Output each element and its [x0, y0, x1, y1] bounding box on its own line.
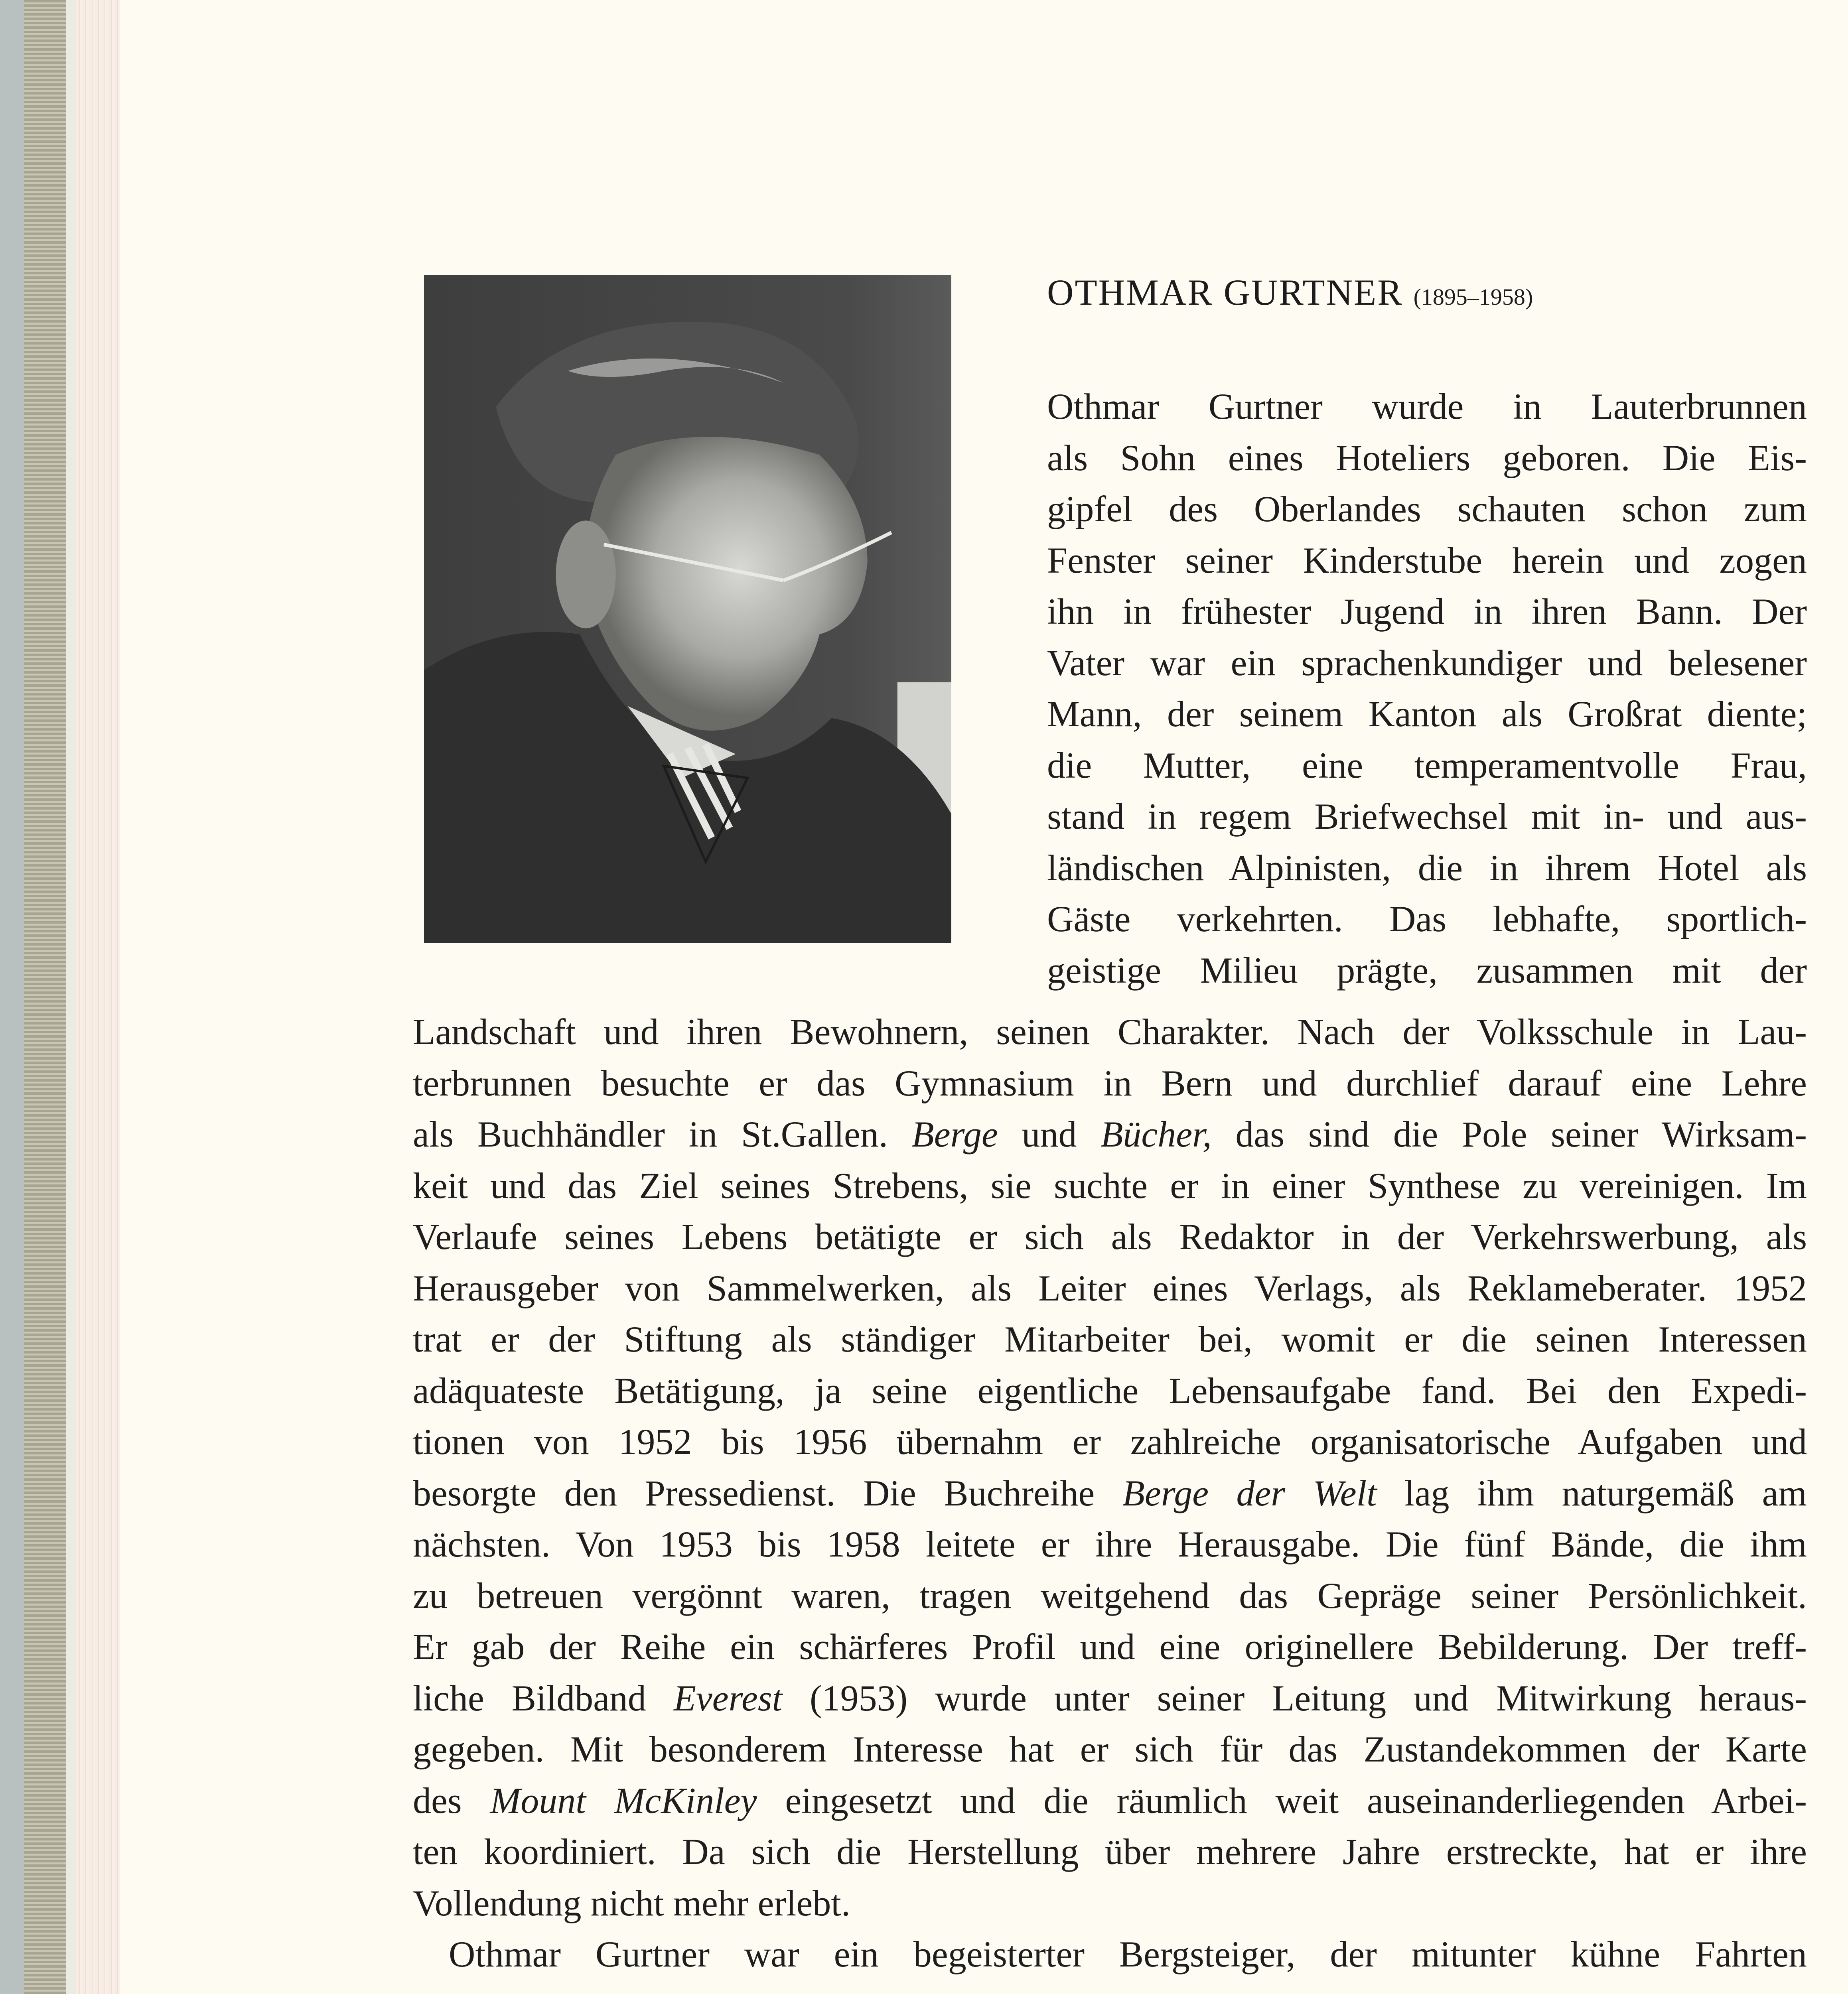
- text-run: liche Bildband: [413, 1677, 674, 1718]
- text-line: [413, 1058, 1807, 1109]
- text-run: Er gab der Reihe ein schärferes Profil und eine originellere Bebilderung. Der treff-: [413, 1626, 1807, 1667]
- text-line: als Sohn eines Hoteliers geboren. Die Eis-: [1047, 437, 1807, 478]
- text-line: stand in regem Briefwechsel mit in- und aus-: [1047, 796, 1807, 837]
- text-run: Vollendung nicht mehr erlebt.: [413, 1882, 850, 1923]
- portrait-photo: [424, 275, 951, 943]
- text-line: [413, 1878, 1807, 1929]
- text-line: die Mutter, eine temperamentvolle Frau,: [1047, 745, 1807, 786]
- text-line: [413, 1775, 1807, 1827]
- text-line: [413, 1160, 1807, 1212]
- text-run: keit und das Ziel seines Strebens, sie suchte er in einer Synthese zu vereinigen. Im: [413, 1165, 1807, 1206]
- text-run: ten koordiniert. Da sich die Herstellung über mehrere Jahre erstreckte, hat er ihre: [413, 1831, 1807, 1872]
- text-run: Landschaft und ihren Bewohnern, seinen Charakter. Nach der Volksschule in Lau-: [413, 1011, 1807, 1052]
- text-line: [413, 1724, 1807, 1775]
- text-run: terbrunnen besuchte er das Gymnasium in Bern und durchlief darauf eine Lehre: [413, 1062, 1807, 1103]
- text-run: tionen von 1952 bis 1956 übernahm er zahlreiche organisatorische Aufgaben und: [413, 1421, 1807, 1462]
- text-line: [413, 1006, 1807, 1058]
- text-line: Mann, der seinem Kanton als Großrat diente;: [1047, 694, 1807, 734]
- text-run: nächsten. Von 1953 bis 1958 leitete er ihre Herausgabe. Die fünf Bände, die ihm: [413, 1524, 1807, 1564]
- text-run: Verlaufe seines Lebens betätigte er sich als Redaktor in der Verkehrswerbung, als: [413, 1216, 1807, 1257]
- text-line: [413, 1468, 1807, 1519]
- text-line: [413, 1673, 1807, 1724]
- text-line: Vater war ein sprachenkundiger und belesener: [1047, 642, 1807, 683]
- text-line: [413, 1621, 1807, 1673]
- text-line: gipfel des Oberlandes schauten schon zum: [1047, 489, 1807, 529]
- text-run: des: [413, 1780, 490, 1821]
- portrait-image: [424, 275, 951, 943]
- body-text: [413, 1006, 1807, 1980]
- text-run: zu betreuen vergönnt waren, tragen weitgehend das Gepräge seiner Persönlichkeit.: [413, 1575, 1807, 1616]
- italic-title: Berge: [911, 1114, 998, 1155]
- italic-title: Berge der Welt: [1122, 1472, 1377, 1513]
- text-line: [413, 1416, 1807, 1468]
- text-run: (1953) wurde unter seiner Leitung und Mitwirkung heraus-: [782, 1677, 1807, 1718]
- page-edges: [76, 0, 120, 1994]
- text-run: und: [998, 1114, 1101, 1155]
- text-line: [413, 1519, 1807, 1570]
- text-run: adäquateste Betätigung, ja seine eigentliche Lebensaufgabe fand. Bei den Expedi-: [413, 1370, 1807, 1411]
- italic-title: Mount McKinley: [490, 1780, 757, 1821]
- text-line: [413, 1109, 1807, 1160]
- text-line: [413, 1570, 1807, 1622]
- text-run: trat er der Stiftung als ständiger Mitarbeiter bei, womit er die seinen Interessen: [413, 1319, 1807, 1360]
- text-run: lag ihm naturgemäß am: [1377, 1472, 1807, 1513]
- text-line: [413, 1826, 1807, 1878]
- text-run: Othmar Gurtner war ein begeisterter Bergsteiger, der mitunter kühne Fahrten: [449, 1934, 1807, 1974]
- text-run: gegeben. Mit besonderem Interesse hat er sich für das Zustandekommen der Karte: [413, 1729, 1807, 1769]
- text-line: [413, 1211, 1807, 1263]
- text-run: eingesetzt und die räumlich weit auseinanderliegenden Arbei-: [757, 1780, 1807, 1821]
- heading-name: OTHMAR GURTNER: [1047, 272, 1403, 313]
- text-line: [413, 1263, 1807, 1314]
- page-heading: [1047, 271, 1533, 313]
- text-line: Fenster seiner Kinderstube herein und zogen: [1047, 540, 1807, 581]
- text-line: [413, 1314, 1807, 1365]
- text-run: Herausgeber von Sammelwerken, als Leiter eines Verlags, als Reklameberater. 1952: [413, 1267, 1807, 1308]
- text-line: [413, 1365, 1807, 1417]
- text-line: [413, 1929, 1807, 1980]
- text-line: Othmar Gurtner wurde in Lauterbrunnen: [1047, 386, 1807, 427]
- narrow-column-text: [1047, 381, 1807, 996]
- italic-title: Bücher,: [1101, 1114, 1212, 1155]
- text-line: ihn in frühester Jugend in ihren Bann. Der: [1047, 591, 1807, 632]
- italic-title: Everest: [673, 1677, 783, 1718]
- text-run: besorgte den Pressedienst. Die Buchreihe: [413, 1472, 1122, 1513]
- text-run: als Buchhändler in St.Gallen.: [413, 1114, 912, 1155]
- heading-dates: (1895–1958): [1413, 284, 1533, 310]
- text-line: Gäste verkehrten. Das lebhafte, sportlich-: [1047, 898, 1807, 939]
- text-line: ländischen Alpinisten, die in ihrem Hotel als: [1047, 847, 1807, 888]
- text-run: das sind die Pole seiner Wirksam-: [1211, 1114, 1807, 1155]
- text-line: geistige Milieu prägte, zusammen mit der: [1047, 950, 1807, 991]
- book-spine: [24, 0, 66, 1994]
